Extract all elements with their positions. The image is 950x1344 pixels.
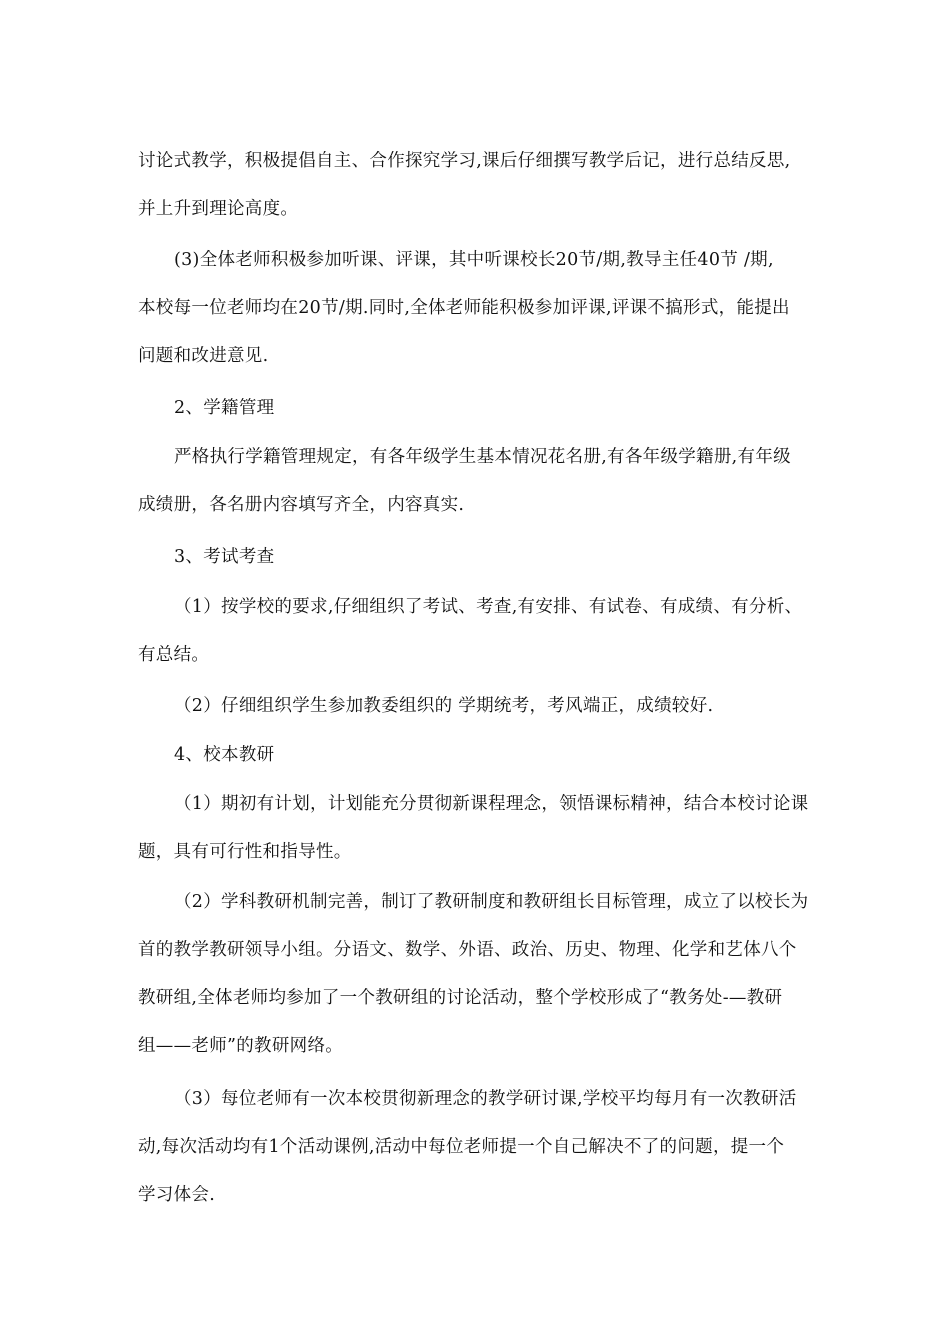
- text-line: 动,每次活动均有1个活动课例,活动中每位老师提一个自己解决不了的问题，提一个: [138, 1137, 785, 1157]
- text-line: 成绩册，各名册内容填写齐全，内容真实.: [138, 495, 465, 515]
- section-heading-student-records: [138, 384, 858, 432]
- text-line: 学习体会.: [138, 1185, 216, 1205]
- text-line: 问题和改进意见.: [138, 346, 269, 366]
- text-line: 讨论式教学，积极提倡自主、合作探究学习,课后仔细撰写教学后记，进行总结反思,: [138, 151, 791, 171]
- text-line: （2）仔细组织学生参加教委组织的 学期统考，考风端正，成绩较好.: [174, 696, 714, 716]
- paragraph-exam-organization: [138, 583, 858, 679]
- paragraph-research-mechanism: [138, 878, 858, 1070]
- text-line: 首的教学教研领导小组。分语文、数学、外语、政治、历史、物理、化学和艺体八个: [138, 940, 797, 960]
- section-heading-exams: [138, 533, 858, 581]
- heading-text: 2、学籍管理: [174, 398, 275, 418]
- paragraph-term-plan: [138, 780, 858, 876]
- text-line: 并上升到理论高度。: [138, 199, 299, 219]
- text-line: 严格执行学籍管理规定，有各年级学生基本情况花名册,有各年级学籍册,有年级: [174, 447, 791, 467]
- section-heading-school-research: [138, 731, 858, 779]
- text-line: （2）学科教研机制完善，制订了教研制度和教研组长目标管理，成立了以校长为: [174, 892, 809, 912]
- paragraph-research-lessons: [138, 1075, 858, 1219]
- text-line: （1）按学校的要求,仔细组织了考试、考查,有安排、有试卷、有成绩、有分析、: [174, 597, 803, 617]
- paragraph-discussion-teaching: [138, 137, 858, 233]
- text-line: （1）期初有计划，计划能充分贯彻新课程理念，领悟课标精神，结合本校讨论课: [174, 794, 809, 814]
- text-line: 题，具有可行性和指导性。: [138, 842, 352, 862]
- text-line: (3)全体老师积极参加听课、评课，其中听课校长20节/期,教导主任40节 /期,: [174, 250, 774, 270]
- text-line: （3）每位老师有一次本校贯彻新理念的教学研讨课,学校平均每月有一次教研活: [174, 1089, 797, 1109]
- paragraph-unified-exam: [138, 682, 858, 730]
- paragraph-lesson-observation: [138, 236, 858, 380]
- text-line: 本校每一位老师均在20节/期.同时,全体老师能积极参加评课,评课不搞形式，能提出: [138, 298, 790, 318]
- paragraph-student-records: [138, 433, 858, 529]
- text-line: 组——老师”的教研网络。: [138, 1036, 344, 1056]
- heading-text: 4、校本教研: [174, 745, 275, 765]
- heading-text: 3、考试考查: [174, 547, 275, 567]
- text-line: 教研组,全体老师均参加了一个教研组的讨论活动，整个学校形成了“教务处-—教研: [138, 988, 783, 1008]
- text-line: 有总结。: [138, 645, 210, 665]
